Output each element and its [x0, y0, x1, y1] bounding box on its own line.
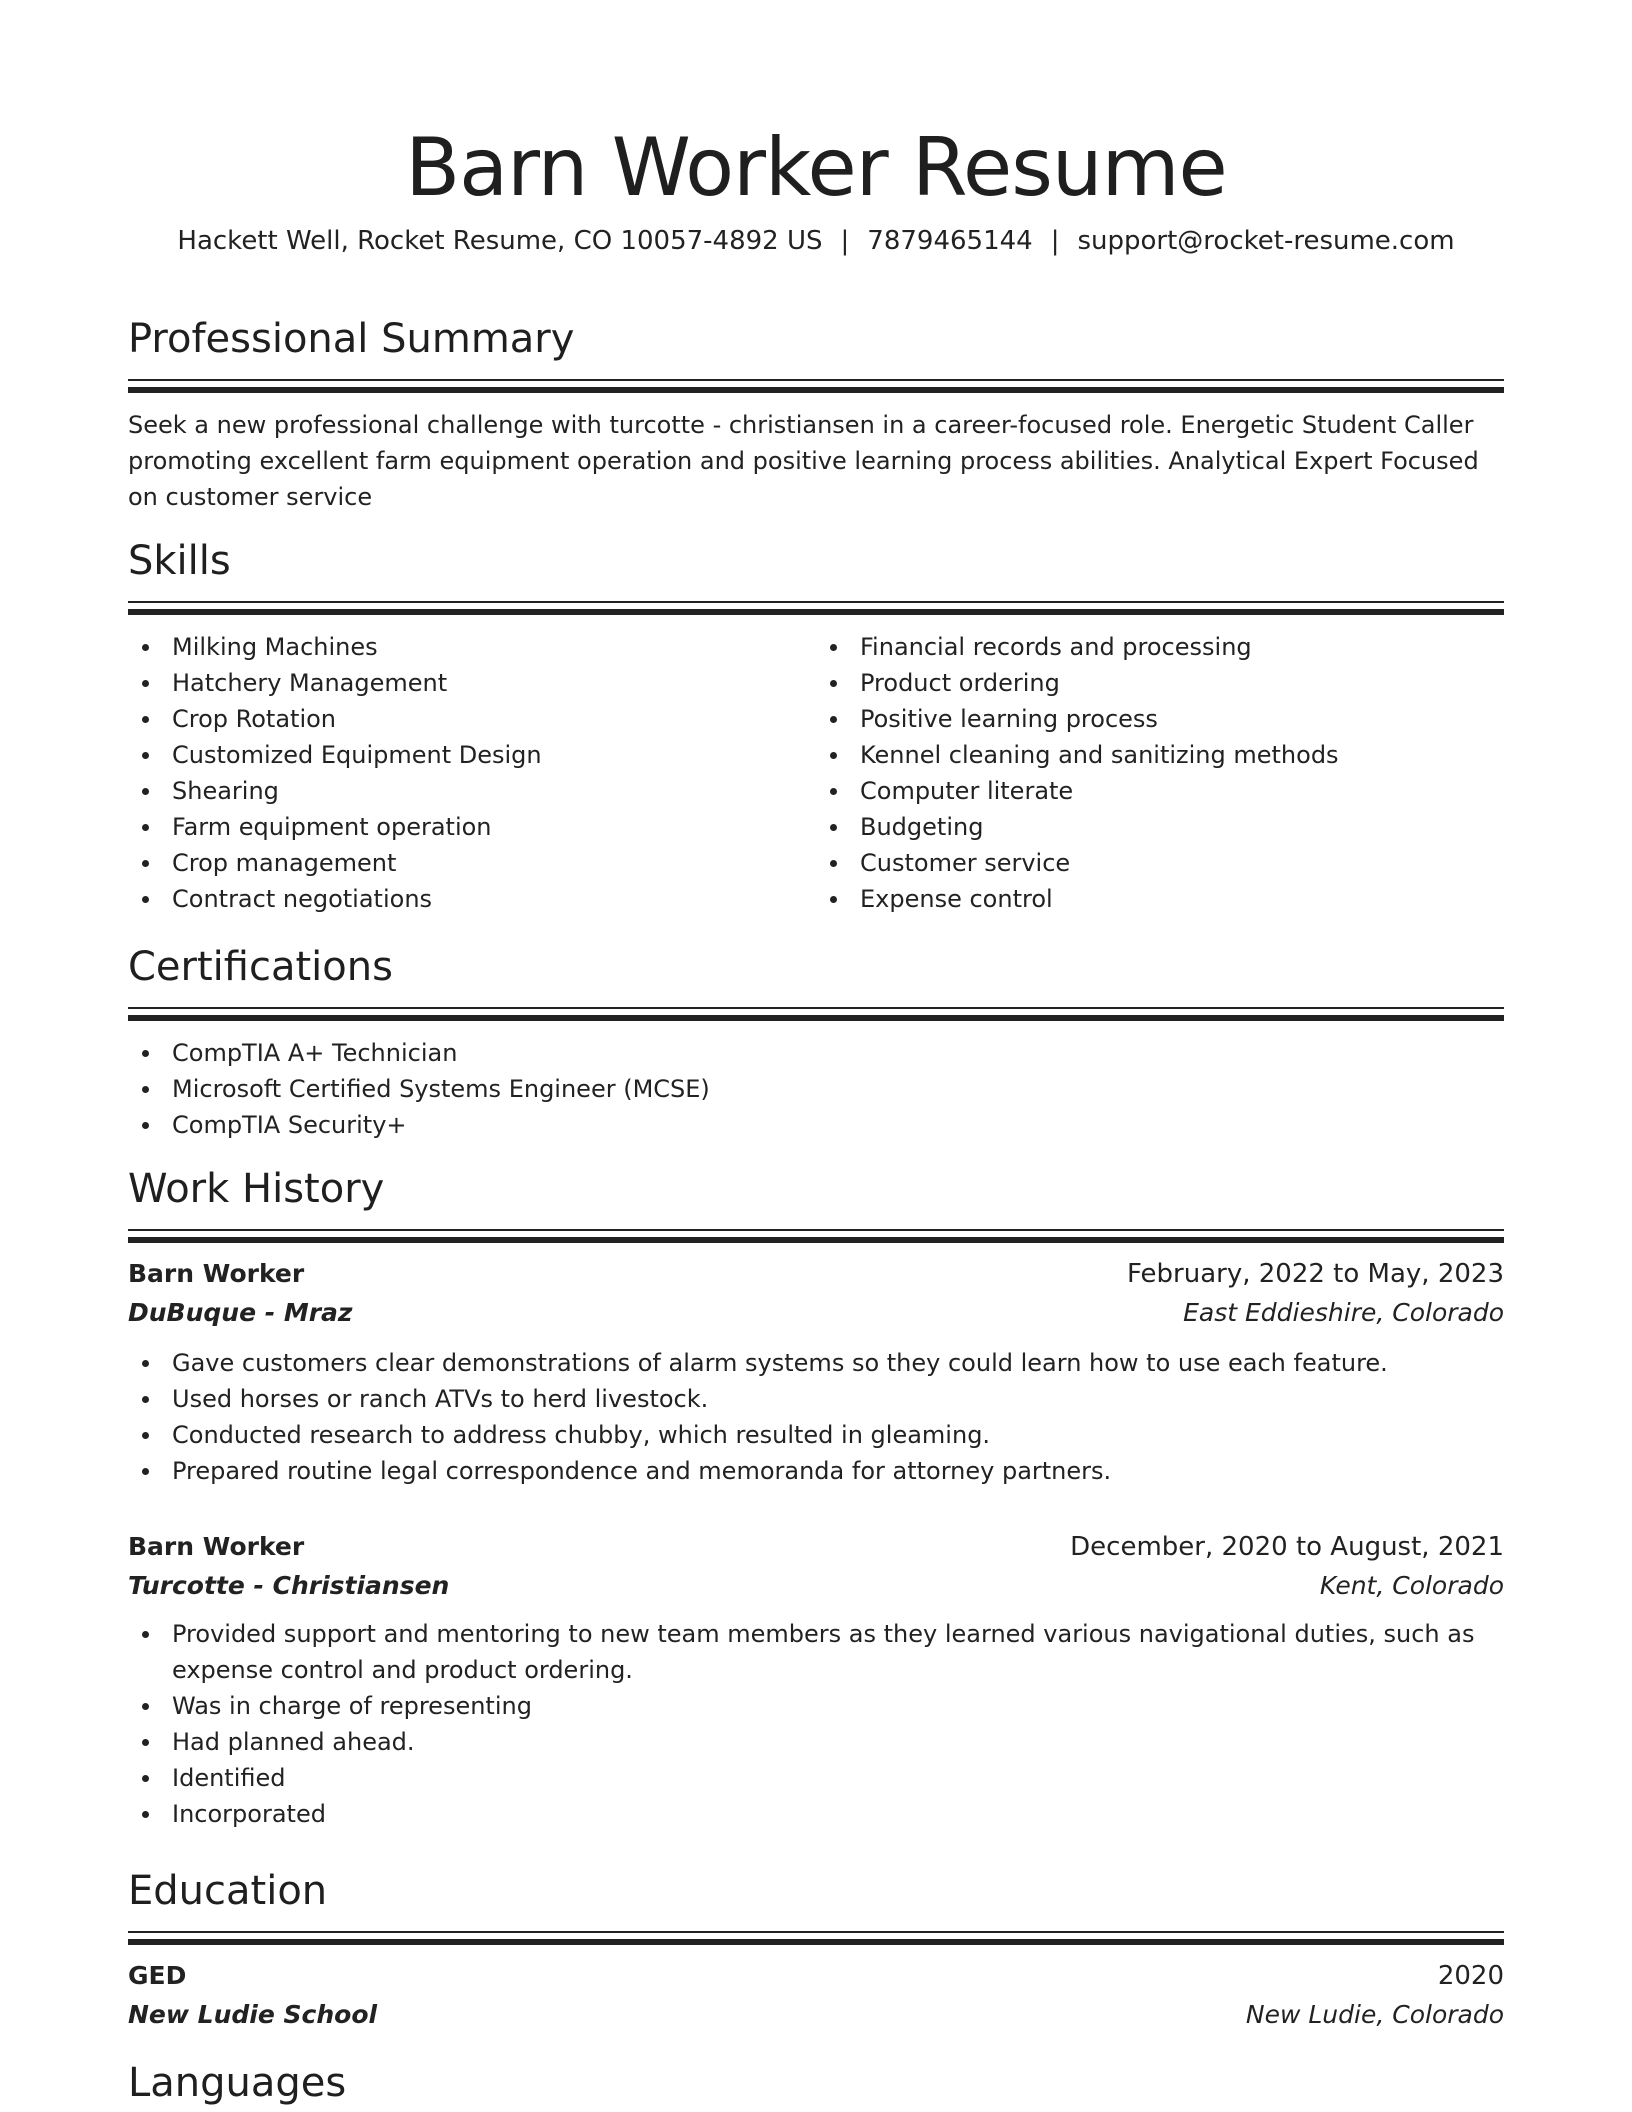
job-header — [128, 1255, 1504, 1293]
section-title-work-history: Work History — [128, 1166, 385, 1212]
section-rule-thick — [128, 1237, 1504, 1243]
skill-item: Shearing — [128, 773, 816, 809]
job-bullet: Identified — [128, 1760, 1504, 1796]
education-header — [128, 1957, 1504, 1995]
job-header — [128, 1528, 1504, 1566]
certification-item: CompTIA A+ Technician — [128, 1035, 1504, 1071]
job-subheader — [128, 1293, 1504, 1333]
skill-item: Customer service — [816, 845, 1504, 881]
skill-item: Crop Rotation — [128, 701, 816, 737]
skill-item: Crop management — [128, 845, 816, 881]
job-bullet: Was in charge of representing — [128, 1688, 1504, 1724]
languages-section — [128, 2058, 1504, 2108]
resume-title: Barn Worker Resume — [405, 121, 1227, 214]
job-location: Kent, Colorado — [1319, 1571, 1504, 1600]
job-bullets — [128, 1345, 1504, 1489]
education-degree: GED — [128, 1961, 187, 1990]
certifications-list — [128, 1035, 1504, 1143]
skill-item: Computer literate — [816, 773, 1504, 809]
contact-line — [128, 224, 1504, 258]
section-rule-thick — [128, 1939, 1504, 1945]
skill-item: Kennel cleaning and sanitizing methods — [816, 737, 1504, 773]
job-dates: December, 2020 to August, 2021 — [1070, 1532, 1504, 1562]
section-rule — [128, 379, 1504, 381]
job-bullet: Had planned ahead. — [128, 1724, 1504, 1760]
section-title-summary: Professional Summary — [128, 316, 575, 362]
skill-item: Budgeting — [816, 809, 1504, 845]
resume-page — [128, 0, 1504, 2106]
certifications-section — [128, 942, 1504, 1143]
job-entry — [128, 1255, 1504, 1489]
education-year: 2020 — [1437, 1961, 1504, 1991]
job-bullets — [128, 1616, 1504, 1832]
section-title-certifications: Certifications — [128, 944, 393, 990]
job-company: Turcotte - Christiansen — [128, 1571, 450, 1600]
job-entry — [128, 1528, 1504, 1832]
education-location: New Ludie, Colorado — [1245, 2000, 1504, 2029]
education-section — [128, 1866, 1504, 2035]
skill-item: Expense control — [816, 881, 1504, 917]
skill-item: Positive learning process — [816, 701, 1504, 737]
contact-address: Hackett Well, Rocket Resume, CO 10057-4892 US — [177, 226, 823, 256]
skill-item: Product ordering — [816, 665, 1504, 701]
job-bullet: Provided support and mentoring to new team members as they learned various navigational duties, such as expense control and product ordering. — [128, 1616, 1504, 1688]
skills-section — [128, 536, 1504, 917]
contact-phone: 7879465144 — [867, 226, 1033, 256]
section-rule — [128, 601, 1504, 603]
skills-column-left — [128, 629, 816, 917]
certification-item: Microsoft Certified Systems Engineer (MCSE) — [128, 1071, 1504, 1107]
work-history-section — [128, 1164, 1504, 1489]
skills-columns — [128, 629, 1504, 917]
skill-item: Farm equipment operation — [128, 809, 816, 845]
skill-item: Milking Machines — [128, 629, 816, 665]
section-title-education: Education — [128, 1868, 328, 1914]
skill-item: Customized Equipment Design — [128, 737, 816, 773]
job-bullet: Prepared routine legal correspondence and memoranda for attorney partners. — [128, 1453, 1504, 1489]
job-subheader — [128, 1566, 1504, 1606]
section-title-skills: Skills — [128, 538, 231, 584]
job-location: East Eddieshire, Colorado — [1183, 1298, 1504, 1327]
summary-section — [128, 314, 1504, 515]
skill-item: Hatchery Management — [128, 665, 816, 701]
section-rule-thick — [128, 609, 1504, 615]
job-bullet: Gave customers clear demonstrations of alarm systems so they could learn how to use each feature. — [128, 1345, 1504, 1381]
certification-item: CompTIA Security+ — [128, 1107, 1504, 1143]
skill-item: Financial records and processing — [816, 629, 1504, 665]
skills-list-left — [128, 629, 816, 917]
section-rule — [128, 1229, 1504, 1231]
contact-separator: | — [840, 226, 850, 256]
job-bullet: Incorporated — [128, 1796, 1504, 1832]
job-company: DuBuque - Mraz — [128, 1298, 353, 1327]
job-dates: February, 2022 to May, 2023 — [1127, 1259, 1504, 1289]
job-title: Barn Worker — [128, 1259, 305, 1288]
education-school: New Ludie School — [128, 2000, 378, 2029]
education-subheader — [128, 1995, 1504, 2035]
section-rule — [128, 1007, 1504, 1009]
job-title: Barn Worker — [128, 1532, 305, 1561]
section-rule-thick — [128, 387, 1504, 393]
section-rule — [128, 1931, 1504, 1933]
job-bullet: Used horses or ranch ATVs to herd livestock. — [128, 1381, 1504, 1417]
section-rule-thick — [128, 1015, 1504, 1021]
skill-item: Contract negotiations — [128, 881, 816, 917]
contact-separator: | — [1050, 226, 1060, 256]
skills-column-right — [816, 629, 1504, 917]
contact-email: support@rocket-resume.com — [1077, 226, 1455, 256]
job-bullet: Conducted research to address chubby, which resulted in gleaming. — [128, 1417, 1504, 1453]
skills-list-right — [816, 629, 1504, 917]
section-title-languages: Languages — [128, 2060, 347, 2106]
summary-text: Seek a new professional challenge with turcotte - christiansen in a career-focused role. Energetic Student Caller promoting excellent farm equipment operation and positive learning process abilities. Analytical Expert Focused on customer service — [128, 411, 1479, 511]
